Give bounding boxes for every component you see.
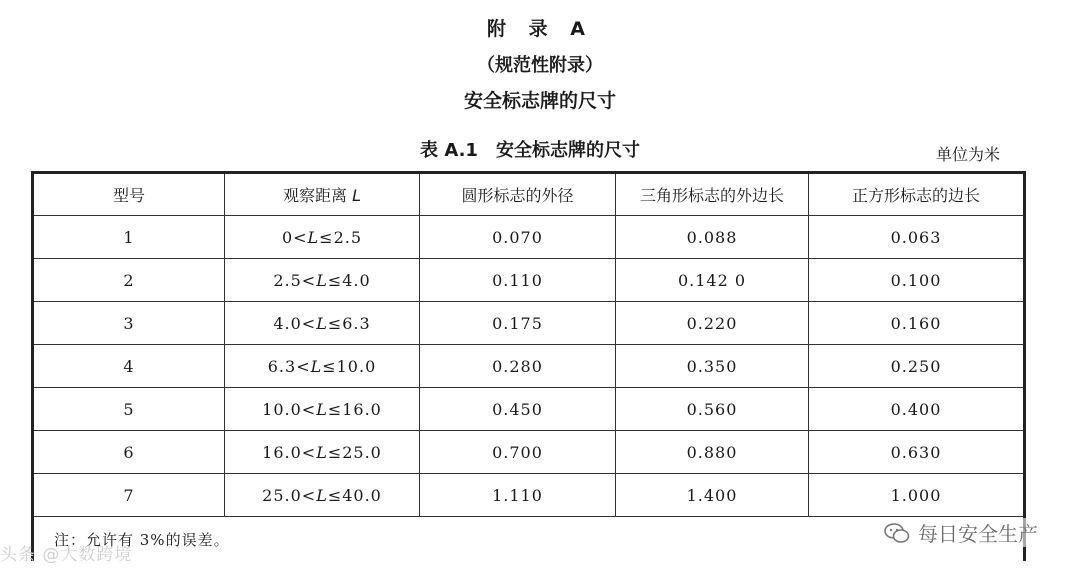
range-var: L	[316, 313, 328, 333]
lt-symbol: <	[301, 485, 317, 505]
le-symbol: ≤	[327, 442, 343, 462]
watermark-right	[884, 518, 1038, 547]
header-distance	[225, 173, 420, 216]
header-distance-var: L	[352, 186, 362, 205]
header-distance-label: 观察距离	[282, 186, 347, 205]
range-high: 6.3	[342, 313, 371, 333]
header-triangle: 三角形标志的外边长	[616, 173, 809, 216]
cell-type: 5	[33, 388, 225, 431]
cell-square: 0.400	[809, 388, 1025, 431]
cell-type: 2	[33, 259, 225, 302]
cell-distance	[225, 345, 420, 388]
range-low: 10.0	[262, 399, 302, 419]
cell-triangle: 0.350	[616, 345, 809, 388]
range-low: 16.0	[262, 442, 302, 462]
range-var: L	[316, 270, 328, 290]
cell-square: 0.160	[809, 302, 1025, 345]
cell-distance	[225, 259, 420, 302]
watermark-left: 头条 @大数跨境	[0, 545, 133, 565]
table-row	[33, 431, 1025, 474]
note-row	[33, 517, 1025, 562]
cell-square: 0.100	[809, 259, 1025, 302]
le-symbol: ≤	[327, 485, 343, 505]
cell-triangle: 0.142 0	[616, 259, 809, 302]
wechat-icon	[884, 522, 910, 544]
range-var: L	[316, 442, 328, 462]
range-var: L	[316, 399, 328, 419]
lt-symbol: <	[296, 356, 311, 376]
cell-type: 7	[33, 474, 225, 517]
range-low: 0	[281, 227, 294, 247]
range-low: 25.0	[262, 485, 302, 505]
table-note: 注：允许有 3%的误差。	[33, 517, 1025, 562]
lt-symbol: <	[301, 270, 317, 290]
appendix-type: （规范性附录）	[477, 55, 603, 76]
cell-square: 0.630	[809, 431, 1025, 474]
cell-type: 4	[33, 345, 225, 388]
range-low: 2.5	[273, 270, 302, 290]
range-high: 10.0	[336, 356, 377, 376]
cell-distance	[225, 431, 420, 474]
cell-distance	[225, 302, 420, 345]
table-row	[33, 302, 1025, 345]
range-low: 6.3	[267, 356, 297, 376]
range-high: 25.0	[342, 442, 382, 462]
range-var: L	[316, 485, 328, 505]
cell-square: 0.250	[809, 345, 1025, 388]
appendix-subject: 安全标志牌的尺寸	[463, 90, 616, 112]
table-row	[33, 474, 1025, 517]
watermark-right-text: 每日安全生产	[918, 522, 1038, 546]
table-row	[33, 259, 1025, 302]
cell-circle: 0.700	[420, 431, 616, 474]
range-var: L	[310, 356, 323, 376]
table-caption: 表 A.1 安全标志牌的尺寸	[420, 140, 640, 161]
header-circle: 圆形标志的外径	[420, 173, 616, 216]
table-row	[33, 388, 1025, 431]
header-square: 正方形标志的边长	[809, 173, 1025, 216]
cell-circle: 1.110	[420, 474, 616, 517]
table-row	[33, 345, 1025, 388]
range-high: 16.0	[342, 399, 382, 419]
cell-square: 1.000	[809, 474, 1025, 517]
cell-circle: 0.280	[420, 345, 616, 388]
range-high: 40.0	[342, 485, 382, 505]
le-symbol: ≤	[319, 227, 334, 247]
le-symbol: ≤	[327, 399, 343, 419]
range-low: 4.0	[273, 313, 302, 333]
cell-circle: 0.070	[420, 216, 616, 259]
header-type: 型号	[33, 173, 225, 216]
cell-circle: 0.110	[420, 259, 616, 302]
lt-symbol: <	[301, 399, 317, 419]
cell-type: 6	[33, 431, 225, 474]
range-high: 2.5	[333, 227, 363, 247]
cell-triangle: 0.560	[616, 388, 809, 431]
lt-symbol: <	[293, 227, 308, 247]
cell-distance	[225, 216, 420, 259]
sign-size-table	[31, 171, 1026, 561]
cell-triangle: 1.400	[616, 474, 809, 517]
range-high: 4.0	[342, 270, 371, 290]
cell-type: 3	[33, 302, 225, 345]
cell-square: 0.063	[809, 216, 1025, 259]
cell-triangle: 0.088	[616, 216, 809, 259]
le-symbol: ≤	[327, 313, 343, 333]
le-symbol: ≤	[322, 356, 337, 376]
table-row	[33, 216, 1025, 259]
cell-distance	[225, 388, 420, 431]
cell-triangle: 0.880	[616, 431, 809, 474]
cell-circle: 0.175	[420, 302, 616, 345]
cell-circle: 0.450	[420, 388, 616, 431]
cell-distance	[225, 474, 420, 517]
lt-symbol: <	[301, 442, 317, 462]
lt-symbol: <	[301, 313, 317, 333]
header-row	[33, 173, 1025, 216]
cell-triangle: 0.220	[616, 302, 809, 345]
cell-type: 1	[33, 216, 225, 259]
range-var: L	[307, 227, 320, 247]
unit-label: 单位为米	[935, 145, 1000, 164]
appendix-title: 附 录 A	[487, 18, 593, 40]
le-symbol: ≤	[327, 270, 343, 290]
